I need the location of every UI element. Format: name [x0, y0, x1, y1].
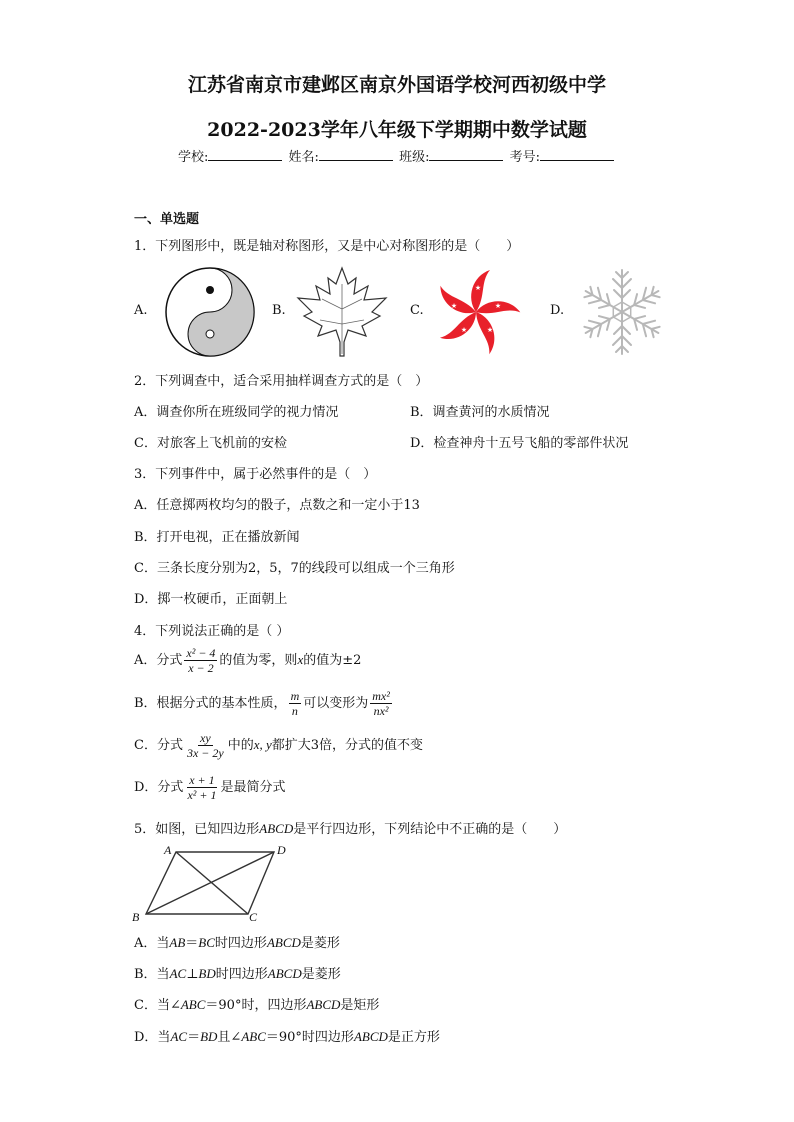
exam-subtitle: 2022-2023学年八年级下学期期中数学试题	[207, 119, 587, 141]
exam-title: 江苏省南京市建邺区南京外国语学校河西初级中学	[187, 74, 606, 96]
q4-c-label: C．分式	[134, 738, 183, 753]
q1-option-a-label: A.	[134, 303, 148, 318]
exam-number-blank[interactable]	[540, 148, 614, 161]
q3-option-c[interactable]: C．三条长度分别为2，5，7的线段可以组成一个三角形	[134, 561, 455, 576]
q4-c-fraction: $\frac{xy}{3x - 2y}$	[186, 731, 224, 760]
school-blank[interactable]	[208, 148, 282, 161]
question-2-stem: 2．下列调查中，适合采用抽样调查方式的是（ ）	[134, 374, 429, 389]
q5-option-c[interactable]: C．当∠ABC＝90°时，四边形ABCD是矩形	[134, 997, 380, 1013]
q2-option-b[interactable]: B．调查黄河的水质情况	[410, 405, 550, 420]
class-blank[interactable]	[429, 148, 503, 161]
vertex-d: D	[277, 843, 286, 857]
student-info-row	[0, 146, 794, 165]
yin-yang-icon	[164, 266, 256, 358]
section-heading: 一、单选题	[134, 212, 200, 227]
maple-leaf-icon	[292, 264, 392, 360]
q4-b-fraction-1: $\frac{m}{n}$	[290, 689, 300, 718]
q5-option-b[interactable]: B．当AC⊥BD时四边形ABCD是菱形	[134, 966, 341, 982]
q4-d-fraction: $\frac{x + 1}{\text{x² + 1}}$	[187, 773, 217, 802]
q1-option-c-label: C.	[410, 303, 424, 318]
school-label: 学校:	[178, 150, 209, 165]
q5-option-a[interactable]: A．当AB＝BC时四边形ABCD是菱形	[134, 935, 340, 951]
q3-option-b[interactable]: B．打开电视，正在播放新闻	[134, 530, 300, 545]
class-label: 班级:	[399, 150, 430, 165]
q4-d-label: D．分式	[134, 780, 184, 795]
q4-option-d[interactable]: D．分式 $\frac{x + 1}{\text{x² + 1}}$ 是最简分式	[134, 773, 286, 802]
q4-option-b[interactable]: B．根据分式的基本性质， $\frac{m}{n}$ 可以变形为 $\frac{\text{mx²}}{\text{nx²}}$	[134, 689, 390, 718]
svg-text:★: ★	[450, 302, 458, 310]
q4-option-c[interactable]: C．分式 $\frac{xy}{3x - 2y}$ 中的x, y都扩大3倍，分式的值不变	[134, 731, 424, 760]
vertex-c: C	[249, 910, 258, 924]
q2-option-c[interactable]: C．对旅客上飞机前的安检	[134, 436, 287, 451]
exam-number-label: 考号:	[509, 150, 540, 165]
svg-text:★: ★	[460, 326, 468, 334]
question-4-stem: 4．下列说法正确的是（ ）	[134, 624, 290, 639]
q3-option-a[interactable]: A．任意掷两枚均匀的骰子，点数之和一定小于13	[134, 498, 420, 513]
q2-option-d[interactable]: D．检查神舟十五号飞船的零部件状况	[410, 436, 629, 451]
q4-b-fraction-2: $\frac{\text{mx²}}{\text{nx²}}$	[372, 689, 390, 718]
svg-text:★: ★	[474, 284, 482, 292]
name-blank[interactable]	[319, 148, 393, 161]
q1-option-d-label: D.	[550, 303, 565, 318]
q4-option-a[interactable]: A．分式 $\frac{\text{x² − 4}}{x - 2}$ 的值为零，则x的值为±2	[134, 646, 362, 675]
svg-text:★: ★	[494, 302, 502, 310]
q3-option-d[interactable]: D．掷一枚硬币，正面朝上	[134, 592, 288, 607]
q1-option-b-label: B.	[272, 303, 286, 318]
snowflake-icon	[576, 266, 668, 358]
vertex-a: A	[164, 843, 172, 857]
question-3-stem: 3．下列事件中，属于必然事件的是（ ）	[134, 467, 377, 482]
q4-b-label: B．根据分式的基本性质，	[134, 696, 287, 711]
parallelogram-diagram	[128, 840, 298, 924]
question-5-stem: 5．如图，已知四边形ABCD是平行四边形，下列结论中不正确的是（ ）	[134, 821, 567, 837]
bauhinia-flower-icon	[430, 266, 522, 358]
question-1-stem: 1．下列图形中，既是轴对称图形，又是中心对称图形的是（ ）	[134, 239, 520, 254]
q5-option-d[interactable]: D．当AC＝BD且∠ABC＝90°时四边形ABCD是正方形	[134, 1029, 440, 1045]
diagonal-ac	[176, 852, 248, 914]
q4-a-label: A．分式	[134, 653, 183, 668]
diagonal-bd	[146, 852, 274, 914]
svg-text:★: ★	[486, 326, 494, 334]
name-label: 姓名:	[288, 150, 319, 165]
vertex-b: B	[132, 910, 140, 924]
q2-option-a[interactable]: A．调查你所在班级同学的视力情况	[134, 405, 339, 420]
q4-a-fraction: $\frac{\text{x² − 4}}{x - 2}$	[186, 646, 216, 675]
